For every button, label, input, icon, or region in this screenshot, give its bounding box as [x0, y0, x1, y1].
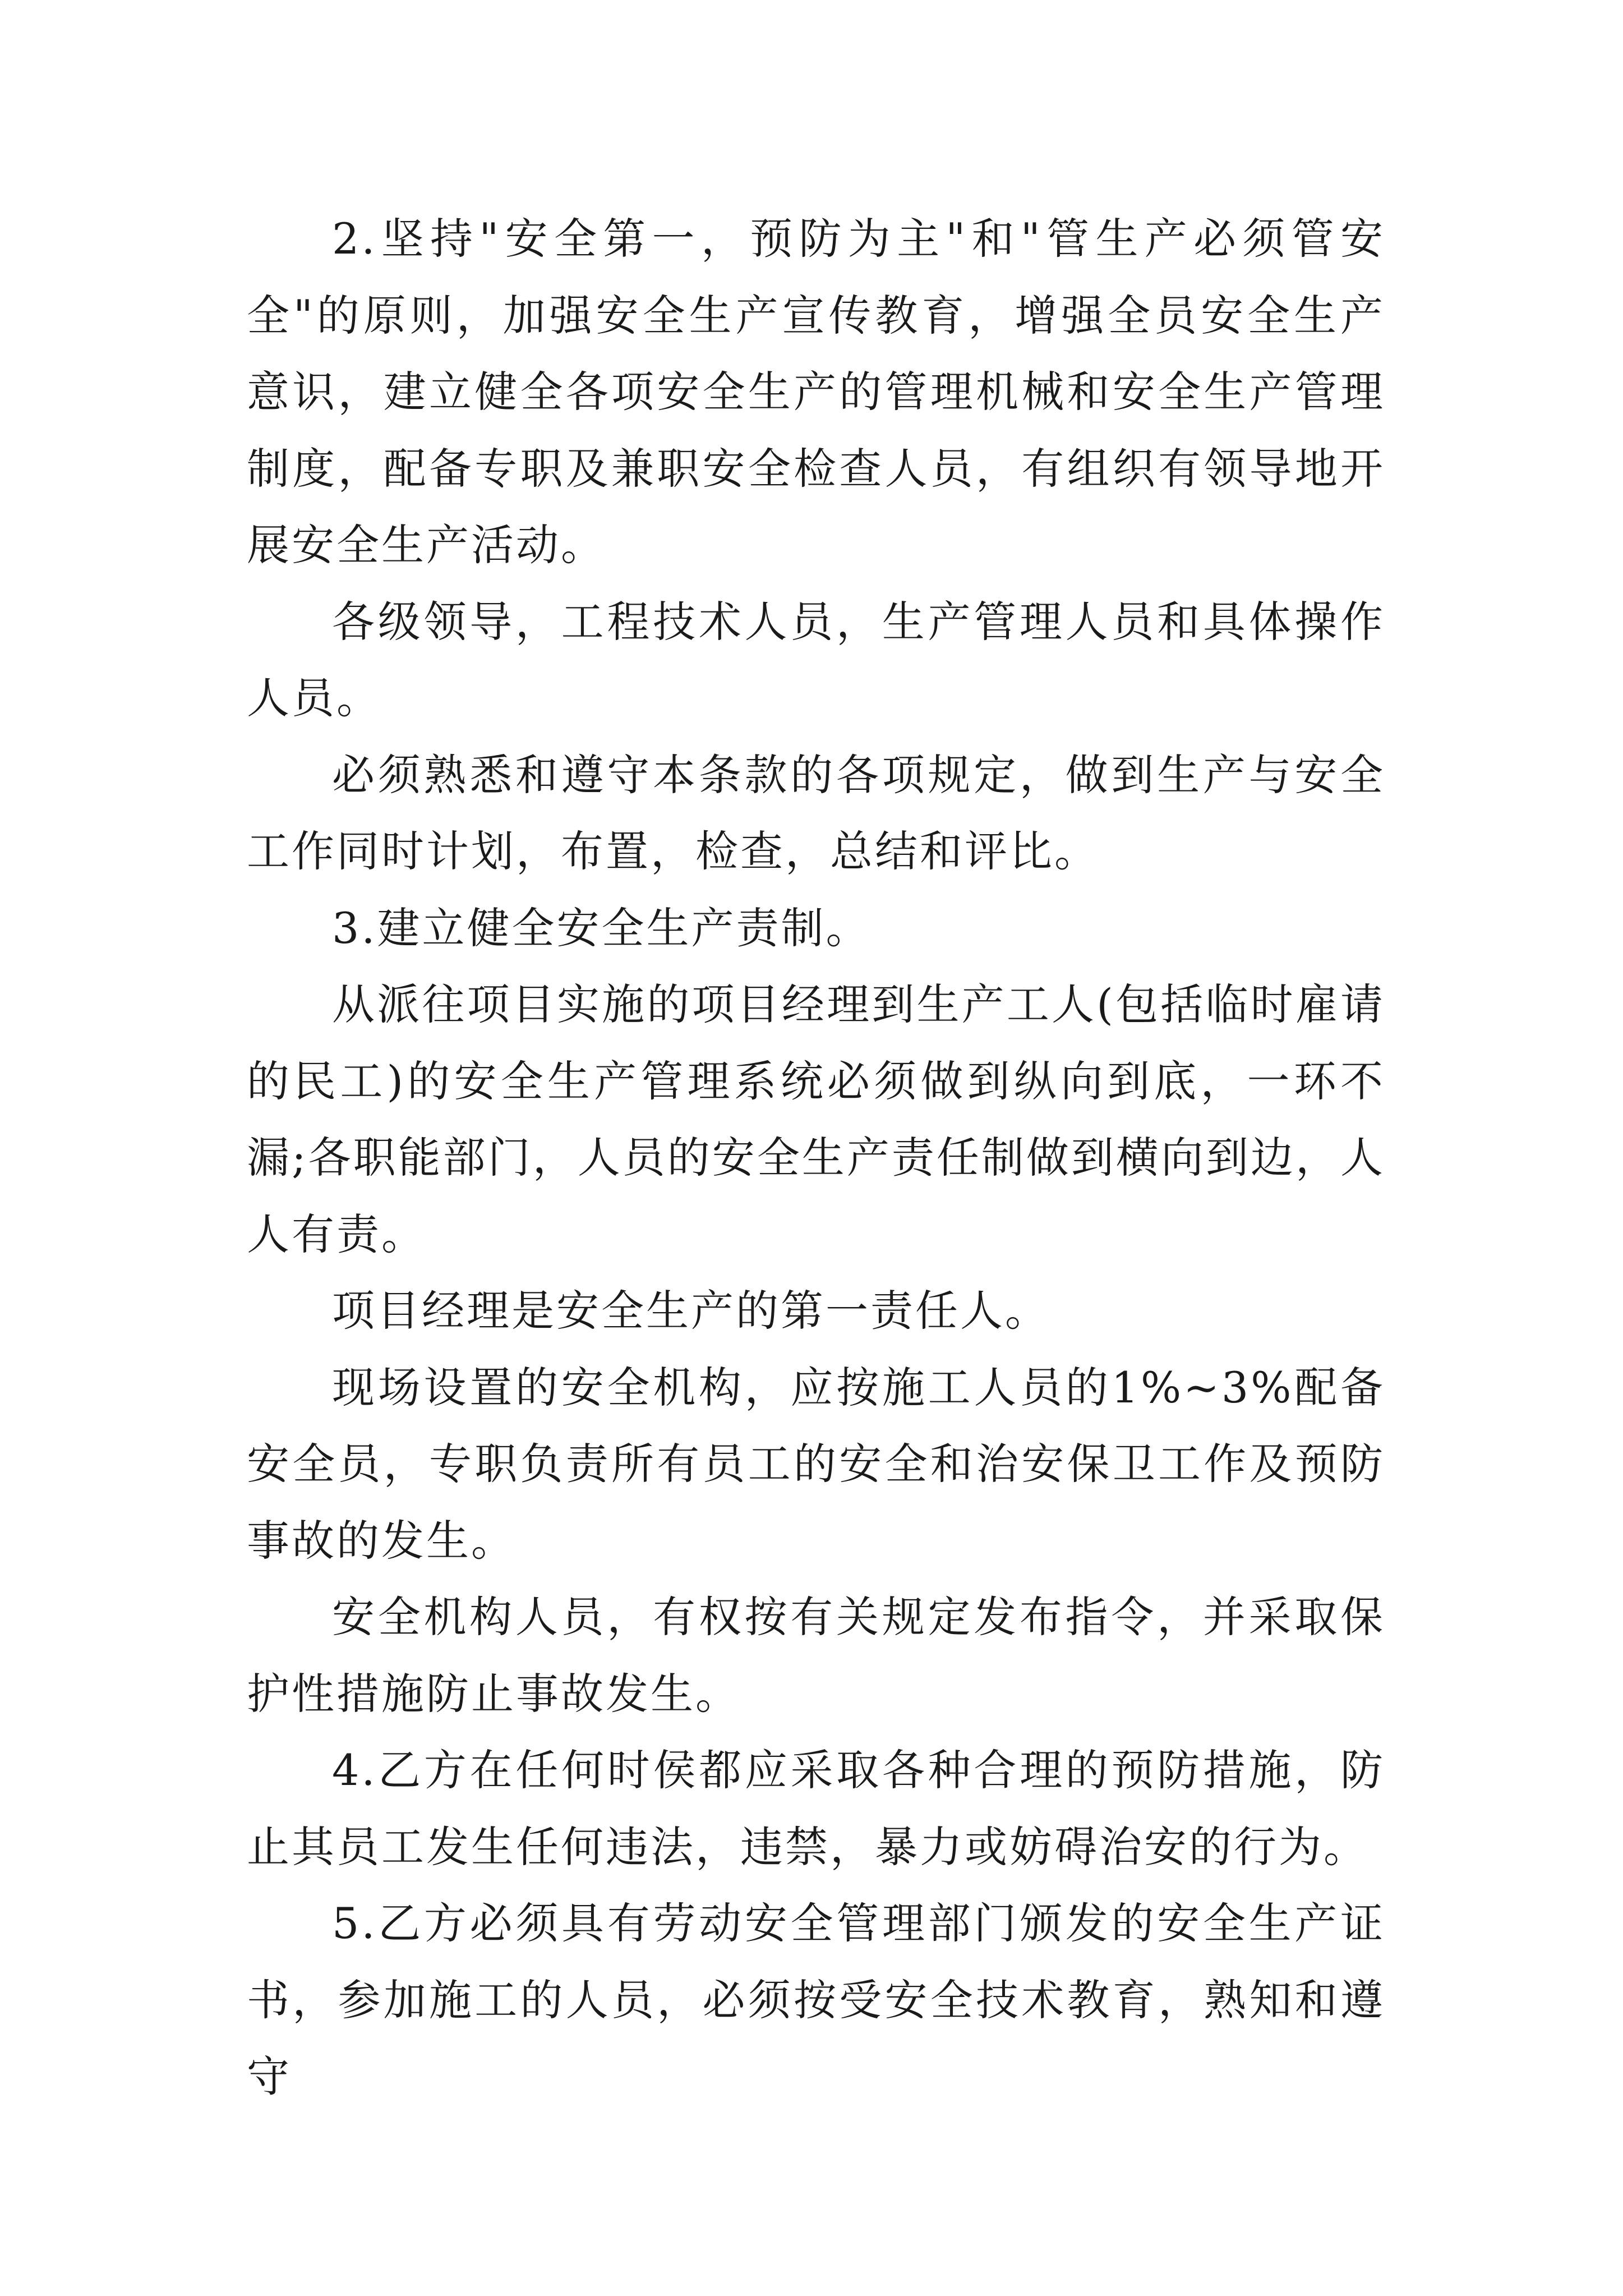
document-body: [247, 201, 1385, 2115]
paragraph-3: 必须熟悉和遵守本条款的各项规定，做到生产与安全工作同时计划，布置，检查，总结和评比。: [247, 749, 1385, 876]
paragraph-4: 3.建立健全安全生产责制。: [332, 903, 871, 953]
paragraph-7: 现场设置的安全机构，应按施工人员的1%~3%配备安全员，专职负责所有员工的安全和治安保卫工作及预防事故的发生。: [247, 1362, 1385, 1566]
paragraph-1: 2.坚持"安全第一，预防为主"和"管生产必须管安全"的原则，加强安全生产宣传教育，增强全员安全生产意识，建立健全各项安全生产的管理机械和安全生产管理制度，配备专职及兼职安全检查人员，有组织有领导地开展安全生产活动。: [247, 214, 1385, 570]
paragraph-8: 安全机构人员，有权按有关规定发布指令，并采取保护性措施防止事故发生。: [247, 1592, 1385, 1719]
paragraph-9: 4.乙方在任何时侯都应采取各种合理的预防措施，防止其员工发生任何违法，违禁，暴力或妨碍治安的行为。: [247, 1745, 1385, 1872]
paragraph-5: 从派往项目实施的项目经理到生产工人(包括临时雇请的民工)的安全生产管理系统必须做到纵向到底，一环不漏;各职能部门，人员的安全生产责任制做到横向到边，人人有责。: [247, 979, 1385, 1259]
paragraph-6: 项目经理是安全生产的第一责任人。: [332, 1286, 1050, 1336]
paragraph-10: 5.乙方必须具有劳动安全管理部门颁发的安全生产证书，参加施工的人员，必须按受安全技术教育，熟知和遵守: [247, 1898, 1385, 2101]
paragraph-2: 各级领导，工程技术人员，生产管理人员和具体操作人员。: [247, 596, 1385, 723]
